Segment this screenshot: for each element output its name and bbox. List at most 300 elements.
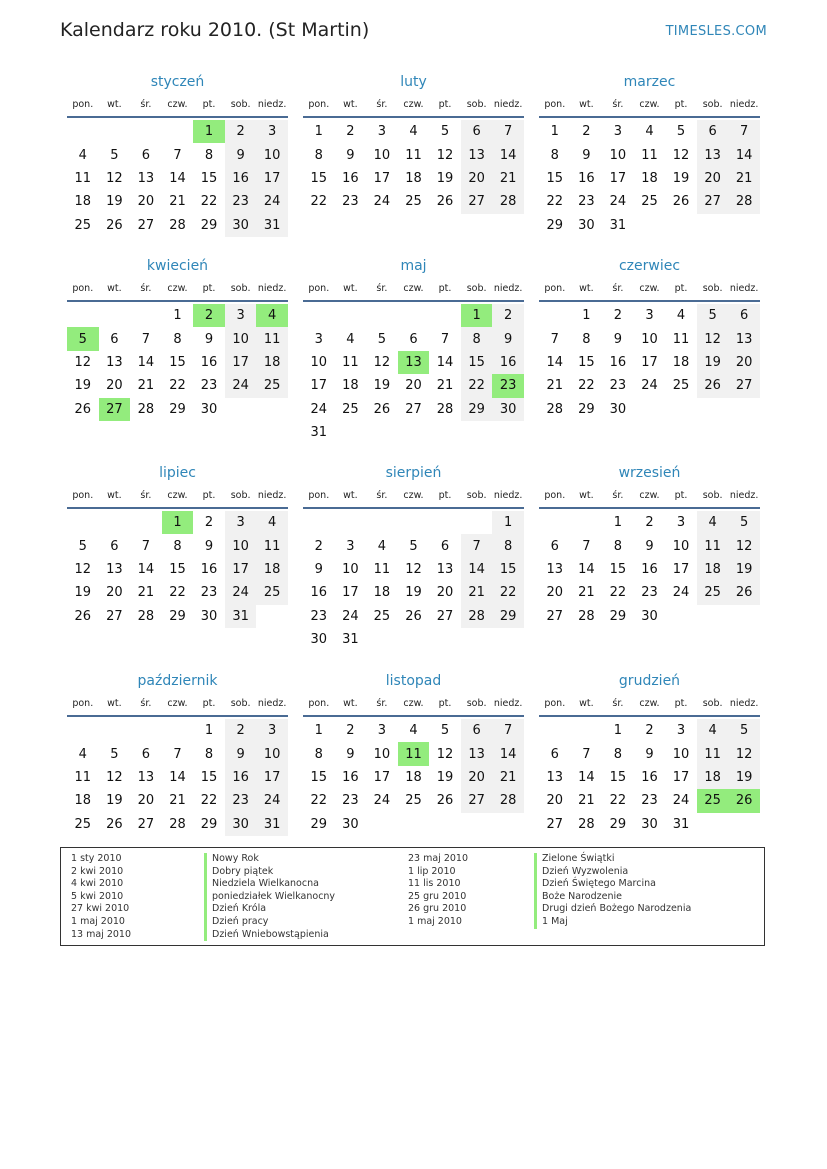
day-cell: 11	[256, 327, 288, 350]
day-cell: 29	[200, 217, 218, 233]
day-cell: 23	[342, 194, 359, 210]
day-cell: 7	[173, 147, 182, 163]
day-cell: 26	[436, 793, 454, 809]
day-cell: 28	[728, 190, 760, 213]
day-cell: 20	[405, 378, 422, 394]
day-cell: 18	[256, 558, 288, 581]
day-cell: 22	[200, 793, 218, 809]
legend-date: 1 sty 2010	[71, 853, 122, 864]
day-cell: 1	[582, 308, 591, 324]
day-cell: 2	[225, 719, 257, 742]
day-cell: 14	[169, 170, 186, 186]
day-cell: 22	[492, 581, 524, 604]
day-cell: 22	[200, 194, 218, 210]
day-cell: 16	[225, 766, 257, 789]
day-cell: 28	[578, 816, 595, 832]
day-cell: 17	[641, 354, 658, 370]
day-cell: 1	[314, 723, 323, 739]
day-cell: 23	[200, 585, 218, 601]
day-cell: 11	[672, 331, 690, 347]
day-cell: 21	[436, 378, 454, 394]
weekday-label: sob.	[702, 99, 723, 110]
weekday-header	[539, 697, 760, 717]
day-cell: 15	[169, 354, 186, 370]
day-cell: 31	[256, 214, 288, 237]
day-cell: 3	[676, 515, 686, 531]
day-cell: 10	[256, 742, 288, 765]
day-cell: 5	[377, 331, 387, 347]
day-cell: 7	[728, 120, 760, 143]
day-grid	[539, 719, 760, 836]
day-cell: 4	[409, 723, 418, 739]
weekday-label: pon.	[308, 99, 330, 110]
day-cell: 17	[672, 769, 690, 785]
weekday-header	[539, 98, 760, 118]
day-cell: 8	[173, 331, 182, 347]
day-cell: 8	[461, 327, 493, 350]
day-cell: 29	[310, 816, 328, 832]
day-cell: 28	[436, 401, 454, 417]
weekday-label: sob.	[230, 99, 251, 110]
legend-holiday-name: Dzień Wyzwolenia	[534, 866, 691, 879]
weekday-label: śr.	[376, 283, 388, 294]
day-cell: 1	[314, 124, 323, 140]
day-cell: 14	[137, 354, 155, 370]
weekday-label: sob.	[466, 490, 487, 501]
empty-cell	[67, 120, 99, 143]
day-cell: 30	[200, 608, 218, 624]
weekday-label: pon.	[544, 283, 566, 294]
day-cell: 31	[256, 813, 288, 836]
day-cell: 17	[373, 769, 391, 785]
day-cell: 26	[672, 194, 690, 210]
weekday-label: śr.	[140, 490, 152, 501]
day-cell: 15	[200, 769, 218, 785]
day-cell: 23	[225, 789, 257, 812]
day-cell: 23	[641, 793, 658, 809]
day-cell: 25	[74, 217, 92, 233]
month-9	[539, 463, 760, 628]
legend-holiday-name: Dzień Świętego Marcina	[534, 878, 691, 891]
weekday-header	[303, 697, 524, 717]
month-7	[67, 463, 288, 628]
day-cell: 25	[373, 608, 391, 624]
weekday-label: śr.	[376, 99, 388, 110]
day-cell: 30	[609, 401, 627, 417]
weekday-header	[303, 282, 524, 302]
day-cell: 9	[645, 538, 654, 554]
day-cell: 28	[492, 190, 524, 213]
legend-date: 11 lis 2010	[408, 878, 461, 890]
day-grid	[67, 304, 288, 421]
month-6	[539, 256, 760, 421]
weekday-label: czw.	[639, 698, 660, 709]
weekday-label: śr.	[612, 283, 624, 294]
day-cell: 22	[546, 194, 564, 210]
day-cell: 10	[342, 561, 359, 577]
legend-holiday-name: Dzień pracy	[204, 916, 335, 929]
day-cell: 14	[436, 354, 454, 370]
empty-cell	[67, 511, 99, 534]
empty-cell	[429, 511, 461, 534]
day-cell: 29	[546, 217, 564, 233]
day-cell: 19	[728, 558, 760, 581]
legend-date: 26 gru 2010	[408, 903, 467, 915]
day-cell: 29	[169, 401, 186, 417]
day-cell: 29	[609, 608, 627, 624]
day-cell: 27	[106, 608, 123, 624]
page-title: Kalendarz roku 2010. (St Martin)	[60, 19, 370, 41]
month-10	[67, 671, 288, 836]
day-cell: 24	[373, 793, 391, 809]
day-cell: 9	[346, 147, 355, 163]
weekday-header	[67, 282, 288, 302]
day-cell: 12	[697, 327, 729, 350]
day-cell: 25	[672, 378, 690, 394]
day-cell: 17	[225, 351, 257, 374]
weekday-label: sob.	[702, 698, 723, 709]
day-cell: 1	[613, 515, 623, 531]
day-cell: 9	[645, 746, 654, 762]
legend-date: 1 maj 2010	[408, 915, 462, 927]
day-cell: 9	[613, 331, 623, 347]
day-cell: 24	[256, 190, 288, 213]
day-cell: 5	[110, 746, 119, 762]
weekday-label: czw.	[403, 99, 424, 110]
day-cell: 3	[346, 538, 355, 554]
day-cell: 24	[225, 581, 257, 604]
day-cell: 16	[200, 354, 218, 370]
weekday-label: niedz.	[729, 99, 759, 110]
day-cell: 25	[256, 581, 288, 604]
weekday-label: niedz.	[493, 99, 523, 110]
day-cell: 18	[405, 170, 422, 186]
day-cell: 18	[373, 585, 391, 601]
month-name: czerwiec	[618, 258, 681, 274]
day-grid	[539, 120, 760, 237]
weekday-label: pon.	[308, 490, 330, 501]
day-cell: 4	[78, 746, 87, 762]
month-name: marzec	[623, 74, 676, 90]
day-cell: 11	[697, 742, 729, 765]
month-name: styczeń	[150, 74, 205, 90]
day-cell: 29	[578, 401, 595, 417]
legend-date: 27 kwi 2010	[71, 903, 130, 915]
day-cell: 25	[405, 793, 422, 809]
day-cell: 8	[314, 746, 323, 762]
day-cell: 2	[613, 308, 623, 324]
day-cell: 22	[310, 793, 328, 809]
day-cell: 23	[200, 378, 218, 394]
day-cell: 19	[106, 793, 123, 809]
day-cell: 3	[377, 124, 387, 140]
day-cell: 30	[225, 214, 257, 237]
day-cell: 17	[342, 585, 359, 601]
weekday-label: pon.	[544, 698, 566, 709]
day-cell: 5	[697, 304, 729, 327]
month-1	[67, 72, 288, 237]
day-cell: 14	[169, 769, 186, 785]
day-cell: 12	[728, 742, 760, 765]
weekday-label: niedz.	[729, 283, 759, 294]
weekday-label: sob.	[702, 283, 723, 294]
weekday-header	[539, 489, 760, 509]
weekday-label: wt.	[107, 698, 122, 709]
month-name: lipiec	[159, 465, 196, 481]
holiday-day-cell: 27	[99, 398, 131, 421]
weekday-label: sob.	[230, 698, 251, 709]
month-5	[303, 256, 524, 444]
day-grid	[67, 511, 288, 628]
day-cell: 16	[492, 351, 524, 374]
day-cell: 26	[728, 581, 760, 604]
day-cell: 3	[377, 723, 387, 739]
day-cell: 31	[225, 605, 257, 628]
empty-cell	[67, 304, 99, 327]
empty-cell	[398, 511, 430, 534]
day-cell: 16	[225, 167, 257, 190]
weekday-label: wt.	[107, 490, 122, 501]
day-cell: 10	[310, 354, 328, 370]
legend-date: 1 maj 2010	[71, 915, 125, 927]
day-cell: 24	[256, 789, 288, 812]
day-cell: 9	[225, 143, 257, 166]
day-cell: 27	[546, 816, 564, 832]
day-cell: 29	[609, 816, 627, 832]
weekday-label: wt.	[343, 99, 358, 110]
day-cell: 29	[461, 398, 493, 421]
weekday-label: czw.	[639, 490, 660, 501]
day-cell: 12	[373, 354, 391, 370]
day-cell: 26	[405, 608, 422, 624]
day-cell: 23	[609, 378, 627, 394]
day-cell: 4	[676, 308, 686, 324]
weekday-label: pon.	[308, 698, 330, 709]
holiday-day-cell: 26	[728, 789, 760, 812]
day-cell: 14	[492, 742, 524, 765]
day-cell: 2	[204, 515, 214, 531]
legend-holiday-name: Boże Narodzenie	[534, 891, 691, 904]
empty-cell	[571, 511, 603, 534]
empty-cell	[539, 511, 571, 534]
day-cell: 13	[137, 769, 155, 785]
day-cell: 13	[461, 742, 493, 765]
day-cell: 15	[578, 354, 595, 370]
day-cell: 6	[110, 538, 119, 554]
holiday-day-cell: 13	[398, 351, 430, 374]
weekday-label: śr.	[612, 698, 624, 709]
legend-date: 25 gru 2010	[408, 890, 467, 902]
day-cell: 28	[137, 608, 155, 624]
month-12	[539, 671, 760, 836]
weekday-header	[539, 282, 760, 302]
day-cell: 7	[582, 746, 591, 762]
day-cell: 14	[461, 558, 493, 581]
day-cell: 4	[697, 511, 729, 534]
day-cell: 22	[578, 378, 595, 394]
day-cell: 31	[310, 425, 328, 441]
day-cell: 12	[436, 746, 454, 762]
weekday-label: czw.	[403, 698, 424, 709]
day-cell: 6	[697, 120, 729, 143]
day-cell: 6	[550, 746, 559, 762]
day-cell: 2	[346, 723, 355, 739]
month-name: listopad	[385, 673, 442, 689]
day-cell: 19	[74, 585, 92, 601]
holiday-legend	[60, 847, 765, 946]
day-cell: 18	[405, 769, 422, 785]
holiday-day-cell: 5	[67, 327, 99, 350]
day-cell: 16	[641, 561, 658, 577]
weekday-label: czw.	[167, 490, 188, 501]
day-cell: 10	[641, 331, 658, 347]
empty-cell	[99, 304, 131, 327]
day-grid	[67, 120, 288, 237]
day-cell: 2	[346, 124, 355, 140]
weekday-label: pon.	[72, 99, 94, 110]
month-name: luty	[400, 74, 427, 90]
day-cell: 4	[256, 511, 288, 534]
day-cell: 17	[256, 766, 288, 789]
day-cell: 26	[74, 401, 92, 417]
day-cell: 17	[225, 558, 257, 581]
day-cell: 6	[440, 538, 450, 554]
day-cell: 28	[169, 217, 186, 233]
day-cell: 2	[645, 723, 654, 739]
month-name: grudzień	[618, 673, 681, 689]
weekday-label: pt.	[674, 490, 688, 501]
weekday-label: wt.	[343, 283, 358, 294]
day-cell: 14	[546, 354, 564, 370]
day-cell: 11	[405, 147, 422, 163]
empty-cell	[429, 304, 461, 327]
day-cell: 25	[641, 194, 658, 210]
day-cell: 16	[310, 585, 328, 601]
day-cell: 5	[728, 719, 760, 742]
day-cell: 1	[173, 308, 182, 324]
weekday-label: wt.	[579, 99, 594, 110]
day-cell: 8	[613, 538, 623, 554]
empty-cell	[99, 719, 131, 742]
day-cell: 12	[106, 769, 123, 785]
day-cell: 27	[461, 789, 493, 812]
day-cell: 26	[436, 194, 454, 210]
weekday-label: pt.	[674, 99, 688, 110]
day-cell: 11	[342, 354, 359, 370]
empty-cell	[335, 304, 367, 327]
day-cell: 27	[405, 401, 422, 417]
day-cell: 7	[582, 538, 591, 554]
day-grid	[539, 304, 760, 421]
weekday-label: czw.	[167, 283, 188, 294]
day-cell: 15	[546, 170, 564, 186]
day-cell: 16	[578, 170, 595, 186]
day-cell: 25	[256, 374, 288, 397]
empty-cell	[571, 719, 603, 742]
weekday-label: pon.	[308, 283, 330, 294]
holiday-day-cell: 25	[697, 789, 729, 812]
day-cell: 7	[141, 331, 151, 347]
day-cell: 16	[200, 561, 218, 577]
weekday-label: sob.	[466, 698, 487, 709]
weekday-label: pon.	[72, 490, 94, 501]
weekday-header	[67, 489, 288, 509]
day-cell: 18	[74, 194, 92, 210]
day-cell: 29	[492, 605, 524, 628]
day-cell: 6	[110, 331, 119, 347]
day-cell: 26	[697, 374, 729, 397]
day-cell: 8	[204, 746, 214, 762]
day-cell: 19	[74, 378, 92, 394]
empty-cell	[67, 719, 99, 742]
weekday-label: niedz.	[493, 490, 523, 501]
holiday-day-cell: 2	[193, 304, 225, 327]
weekday-label: sob.	[230, 283, 251, 294]
day-cell: 5	[409, 538, 418, 554]
weekday-label: pon.	[544, 99, 566, 110]
day-cell: 17	[373, 170, 391, 186]
day-cell: 9	[314, 561, 323, 577]
legend-dates-right	[408, 853, 468, 929]
day-cell: 21	[492, 766, 524, 789]
day-grid	[67, 719, 288, 836]
day-cell: 29	[169, 608, 186, 624]
day-cell: 13	[546, 561, 564, 577]
day-cell: 17	[609, 170, 627, 186]
day-cell: 23	[641, 585, 658, 601]
weekday-label: pt.	[438, 283, 452, 294]
holiday-day-cell: 4	[256, 304, 288, 327]
day-cell: 19	[728, 766, 760, 789]
day-cell: 4	[78, 147, 87, 163]
day-cell: 18	[641, 170, 658, 186]
empty-cell	[130, 304, 162, 327]
holiday-day-cell: 1	[461, 304, 493, 327]
day-cell: 20	[461, 167, 493, 190]
day-cell: 27	[137, 816, 155, 832]
day-cell: 10	[672, 538, 690, 554]
empty-cell	[335, 511, 367, 534]
day-cell: 13	[461, 143, 493, 166]
day-cell: 13	[436, 561, 454, 577]
day-cell: 20	[546, 793, 564, 809]
day-cell: 8	[204, 147, 214, 163]
day-cell: 14	[578, 561, 595, 577]
brand-link[interactable]: TIMESLES.COM	[665, 24, 767, 39]
day-cell: 31	[609, 217, 627, 233]
day-cell: 15	[609, 561, 627, 577]
holiday-day-cell: 11	[398, 742, 430, 765]
day-cell: 20	[137, 194, 155, 210]
month-4	[67, 256, 288, 421]
day-cell: 12	[74, 561, 92, 577]
weekday-label: niedz.	[729, 490, 759, 501]
weekday-label: pt.	[202, 490, 216, 501]
day-cell: 20	[106, 378, 123, 394]
day-cell: 12	[74, 354, 92, 370]
day-cell: 12	[405, 561, 422, 577]
day-cell: 3	[225, 304, 257, 327]
month-2	[303, 72, 524, 214]
day-cell: 14	[492, 143, 524, 166]
day-cell: 27	[697, 190, 729, 213]
legend-date: 1 lip 2010	[408, 865, 456, 877]
day-cell: 30	[641, 608, 658, 624]
weekday-header	[303, 489, 524, 509]
legend-date: 2 kwi 2010	[71, 865, 124, 877]
day-cell: 22	[461, 374, 493, 397]
day-cell: 25	[74, 816, 92, 832]
